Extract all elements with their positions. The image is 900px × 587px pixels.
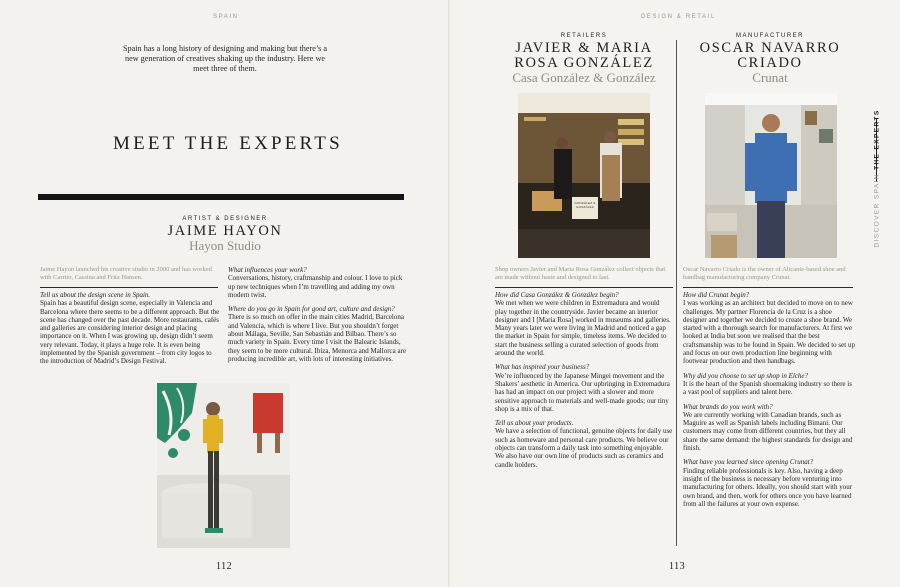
page-title: MEET THE EXPERTS	[113, 133, 343, 154]
answer: We have a selection of functional, genuine objects for daily use such as homeware and personal care products. We believe our objects can transform a daily task into something enjoyable. We also have our own line of products such as ceramics and candle holders.	[495, 427, 673, 469]
expert-name: JAVIER & MARIA ROSA GONZÁLEZ	[514, 40, 654, 71]
lead-divider	[40, 287, 218, 288]
qa-item	[40, 291, 220, 366]
title-rule	[38, 194, 404, 200]
hayon-col-2	[228, 266, 408, 369]
column-divider	[676, 40, 677, 546]
photo-jaime-hayon	[157, 383, 290, 548]
answer: It is the heart of the Spanish shoemaking industry so there is a vast pool of suppliers and talent here.	[683, 379, 852, 397]
section-tab-light: DISCOVER SPAIN	[873, 169, 881, 248]
expert-studio: Crunat	[752, 70, 788, 85]
answer: Spain has a beautiful design scene, especially in Valencia and Barcelona where there seems to be a different approach. But the scene has changed over the past decade. More restaurants, cafés and galleries are considering interior design and placing importance on it. When I was growing up, design didn’t seem very relevant. Today, it plays a huge role. It is even being implemented by the Spanish government – from city logos to the introduction of Madrid’s Design Festival.	[40, 299, 220, 366]
question: What has inspired your business?	[495, 363, 590, 372]
question: How did Casa González & González begin?	[495, 291, 619, 299]
answer: I was working as an architect but decided to move on to new challenges. My partner Florencia de la Cruz is a shoe designer and together we decided to create a shoe brand. We started with a thorough search for manufacturers. At first we looked at India but soon we realised that the best craftsmanship was to be found in Spain. We decided to set up and focus on our own production line beginning with footwear production and then handbags.	[683, 299, 855, 366]
section-tab-text	[873, 109, 881, 248]
spine-gutter	[448, 0, 451, 587]
navarro-lead: Oscar Navarro Criado is the owner of Alicante-based shoe and handbag manufacturing company Crunat.	[683, 266, 846, 281]
question: How did Crunat begin?	[683, 291, 750, 299]
qa-item	[683, 372, 855, 397]
shop-sign: GONZÁLEZ & GONZÁLEZ	[574, 201, 596, 209]
photo-gonzalez	[518, 93, 650, 258]
expert-studio: Casa González & González	[512, 70, 656, 85]
gonzalez-lead: Shop owners Javier and Maria Rosa González collect objects that are made without haste and designed to last.	[495, 266, 666, 281]
question: Tell us about your products.	[495, 419, 574, 428]
navarro-column	[683, 291, 855, 514]
expert-header-navarro	[690, 33, 850, 85]
folio-left: 112	[216, 561, 233, 572]
qa-item	[683, 291, 855, 366]
question: What have you learned since opening Crunat?	[683, 458, 814, 467]
gonzalez-column	[495, 291, 673, 475]
photo-oscar-navarro	[705, 93, 837, 258]
answer: There is so much on offer in the main cities Madrid, Barcelona and Valencia, which is where I live. But you shouldn’t forget about Málaga, Seville, San Sebastián and Bilbao. There’s so much variety in Spain. Every time I visit the Balearic Islands, they seem to be more cultural. Ibiza, Menorca and Mallorca are producing incredible art, with lots of interesting initiatives.	[228, 313, 407, 363]
expert-studio: Hayon Studio	[189, 238, 261, 253]
answer: Finding reliable professionals is key. Also, having a deep insight of the business is necessary before venturing into manufacturing for others. Ideally, you should start with your own brand, and then, work for others once you have learned from all the failures at your own expense.	[683, 466, 853, 508]
question: Why did you choose to set up shop in Elche?	[683, 371, 809, 380]
expert-role: MANUFACTURER	[735, 33, 804, 39]
answer: We met when we were children in Extremadura and would play together in the countryside. Javier became an interior designer and I [Maria Rosa] worked in museums and galleries. Many years later we were living in Madrid and noticed a gap the market in Spain for simple, timeless items. We decided to start the business selling a curated selection of goods from around the world.	[495, 299, 671, 358]
expert-name: JAIME HAYON	[167, 223, 283, 239]
question: What brands do you work with?	[683, 402, 773, 411]
running-head-right: DESIGN & RETAIL	[641, 14, 716, 20]
question: Tell us about the design scene in Spain.	[40, 291, 151, 299]
answer: Conversations, history, craftmanship and colour. I love to pick up new techniques when I’m travelling and adding my own modern twist.	[228, 274, 403, 299]
section-tab	[868, 109, 886, 258]
answer: We are currently working with Canadian brands, such as Maguire as well as Spanish labels including Bimani. Our customers may come from different countries, but they all share the same demand: the highest standards for design and finish.	[683, 410, 853, 453]
expert-role: ARTIST & DESIGNER	[182, 216, 268, 222]
running-head-left: SPAIN	[213, 14, 239, 20]
qa-item	[495, 291, 673, 357]
answer: We’re influenced by the Japanese Mingei movement and the Shakers’ aesthetic in America. Our upbringing in Extremadura has had an impact on our project with a slower and more sensitive approach to materials and well-made goods; our tiny shop is a mix of that.	[495, 371, 670, 413]
qa-item	[228, 266, 408, 299]
expert-role: RETAILERS	[560, 33, 608, 39]
hayon-col-1	[40, 291, 220, 372]
qa-item	[495, 419, 673, 469]
qa-item	[228, 305, 408, 363]
question: Where do you go in Spain for good art, culture and design?	[228, 305, 395, 314]
question: What influences your work?	[228, 266, 307, 274]
folio-right: 113	[669, 561, 686, 572]
intro-text: Spain has a long history of designing and making but there’s a new generation of creatives shaking up the industry. Here we meet three of them.	[123, 44, 327, 74]
lead-divider	[683, 287, 853, 288]
lead-divider	[495, 287, 673, 288]
expert-name: OSCAR NAVARRO CRIADO	[699, 40, 841, 71]
qa-item	[683, 403, 855, 453]
expert-header-hayon	[120, 216, 330, 253]
qa-item	[495, 363, 673, 413]
qa-item	[683, 458, 855, 508]
section-tab-bold: THE EXPERTS	[873, 109, 881, 170]
expert-header-gonzalez	[495, 33, 673, 85]
expert-lead: Jaime Hayon launched his creative studio in 2000 and has worked with Carrier, Cassina and Fritz Hansen.	[40, 266, 212, 281]
